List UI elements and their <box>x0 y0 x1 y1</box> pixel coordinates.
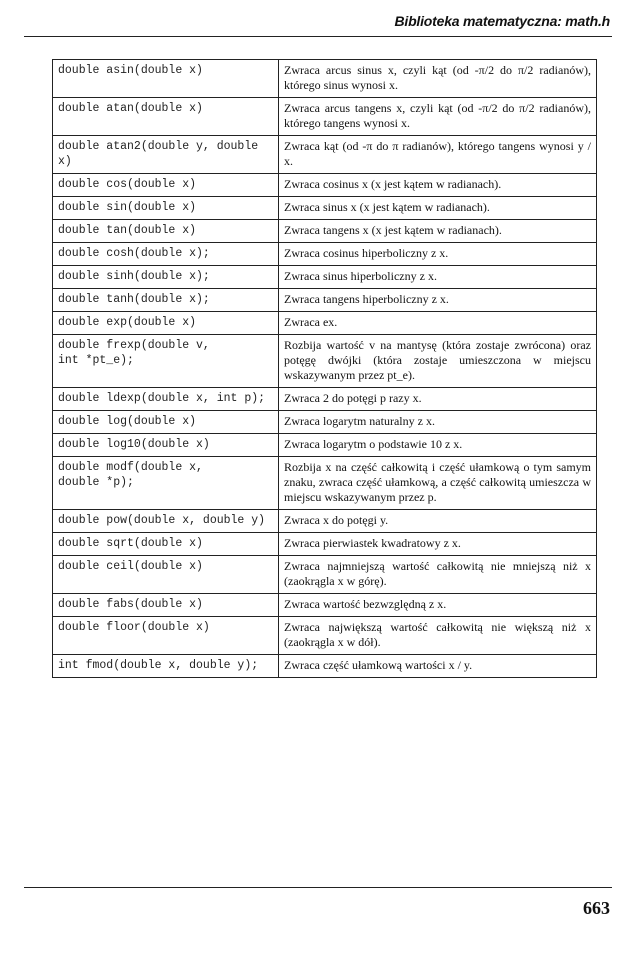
function-signature: double sinh(double x); <box>53 266 279 289</box>
table-row <box>53 197 597 220</box>
function-signature: int fmod(double x, double y); <box>53 655 279 678</box>
function-signature: double cos(double x) <box>53 174 279 197</box>
function-description: Zwraca logarytm naturalny z x. <box>279 411 597 434</box>
function-signature: double exp(double x) <box>53 312 279 335</box>
function-signature: double atan(double x) <box>53 98 279 136</box>
function-description: Zwraca tangens hiperboliczny z x. <box>279 289 597 312</box>
table-row <box>53 136 597 174</box>
function-description: Rozbija wartość v na mantysę (która zostaje zwrócona) oraz potęgę dwójki (która zostaje umieszczona w miejscu wskazywanym przez pt_e). <box>279 335 597 388</box>
math-functions-table-body <box>53 60 597 678</box>
table-row <box>53 617 597 655</box>
running-header <box>24 10 612 37</box>
function-signature: double log10(double x) <box>53 434 279 457</box>
function-description: Zwraca logarytm o podstawie 10 z x. <box>279 434 597 457</box>
function-signature: double floor(double x) <box>53 617 279 655</box>
function-signature: double tanh(double x); <box>53 289 279 312</box>
function-signature: double log(double x) <box>53 411 279 434</box>
function-signature: double sqrt(double x) <box>53 533 279 556</box>
function-description: Zwraca cosinus x (x jest kątem w radianach). <box>279 174 597 197</box>
function-signature: double modf(double x, double *p); <box>53 457 279 510</box>
table-row <box>53 434 597 457</box>
table-row <box>53 556 597 594</box>
function-description: Zwraca arcus tangens x, czyli kąt (od -π/2 do π/2 radianów), którego tangens wynosi x. <box>279 98 597 136</box>
function-signature: double cosh(double x); <box>53 243 279 266</box>
table-row <box>53 533 597 556</box>
function-description: Zwraca tangens x (x jest kątem w radianach). <box>279 220 597 243</box>
table-row <box>53 655 597 678</box>
function-signature: double ceil(double x) <box>53 556 279 594</box>
function-signature: double fabs(double x) <box>53 594 279 617</box>
table-row <box>53 510 597 533</box>
table-row <box>53 594 597 617</box>
table-row <box>53 289 597 312</box>
function-signature: double tan(double x) <box>53 220 279 243</box>
math-functions-table <box>52 59 597 678</box>
function-signature: double asin(double x) <box>53 60 279 98</box>
running-header-title: Biblioteka matematyczna: math.h <box>394 13 610 29</box>
table-row <box>53 243 597 266</box>
function-description: Zwraca część ułamkową wartości x / y. <box>279 655 597 678</box>
function-signature: double ldexp(double x, int p); <box>53 388 279 411</box>
table-row <box>53 220 597 243</box>
table-row <box>53 266 597 289</box>
function-description: Zwraca pierwiastek kwadratowy z x. <box>279 533 597 556</box>
function-description: Zwraca ex. <box>279 312 597 335</box>
function-description: Zwraca 2 do potęgi p razy x. <box>279 388 597 411</box>
function-description: Rozbija x na część całkowitą i część ułamkową o tym samym znaku, zwraca część ułamkową, a część całkowitą umieszcza w miejscu wskazywanym przez p. <box>279 457 597 510</box>
footer-divider <box>24 887 612 888</box>
function-signature: double frexp(double v, int *pt_e); <box>53 335 279 388</box>
table-row <box>53 174 597 197</box>
function-signature: double sin(double x) <box>53 197 279 220</box>
function-signature: double atan2(double y, double x) <box>53 136 279 174</box>
table-row <box>53 312 597 335</box>
function-description: Zwraca sinus x (x jest kątem w radianach). <box>279 197 597 220</box>
function-description: Zwraca sinus hiperboliczny z x. <box>279 266 597 289</box>
table-row <box>53 411 597 434</box>
table-row <box>53 335 597 388</box>
function-description: Zwraca największą wartość całkowitą nie większą niż x (zaokrągla x w dół). <box>279 617 597 655</box>
table-row <box>53 98 597 136</box>
function-description: Zwraca najmniejszą wartość całkowitą nie mniejszą niż x (zaokrągla x w górę). <box>279 556 597 594</box>
function-description: Zwraca wartość bezwzględną z x. <box>279 594 597 617</box>
function-description: Zwraca arcus sinus x, czyli kąt (od -π/2 do π/2 radianów), którego sinus wynosi x. <box>279 60 597 98</box>
table-row <box>53 388 597 411</box>
function-description: Zwraca x do potęgi y. <box>279 510 597 533</box>
table-row <box>53 60 597 98</box>
function-description: Zwraca kąt (od -π do π radianów), którego tangens wynosi y / x. <box>279 136 597 174</box>
page-number: 663 <box>583 898 610 918</box>
table-row <box>53 457 597 510</box>
function-description: Zwraca cosinus hiperboliczny z x. <box>279 243 597 266</box>
function-signature: double pow(double x, double y) <box>53 510 279 533</box>
